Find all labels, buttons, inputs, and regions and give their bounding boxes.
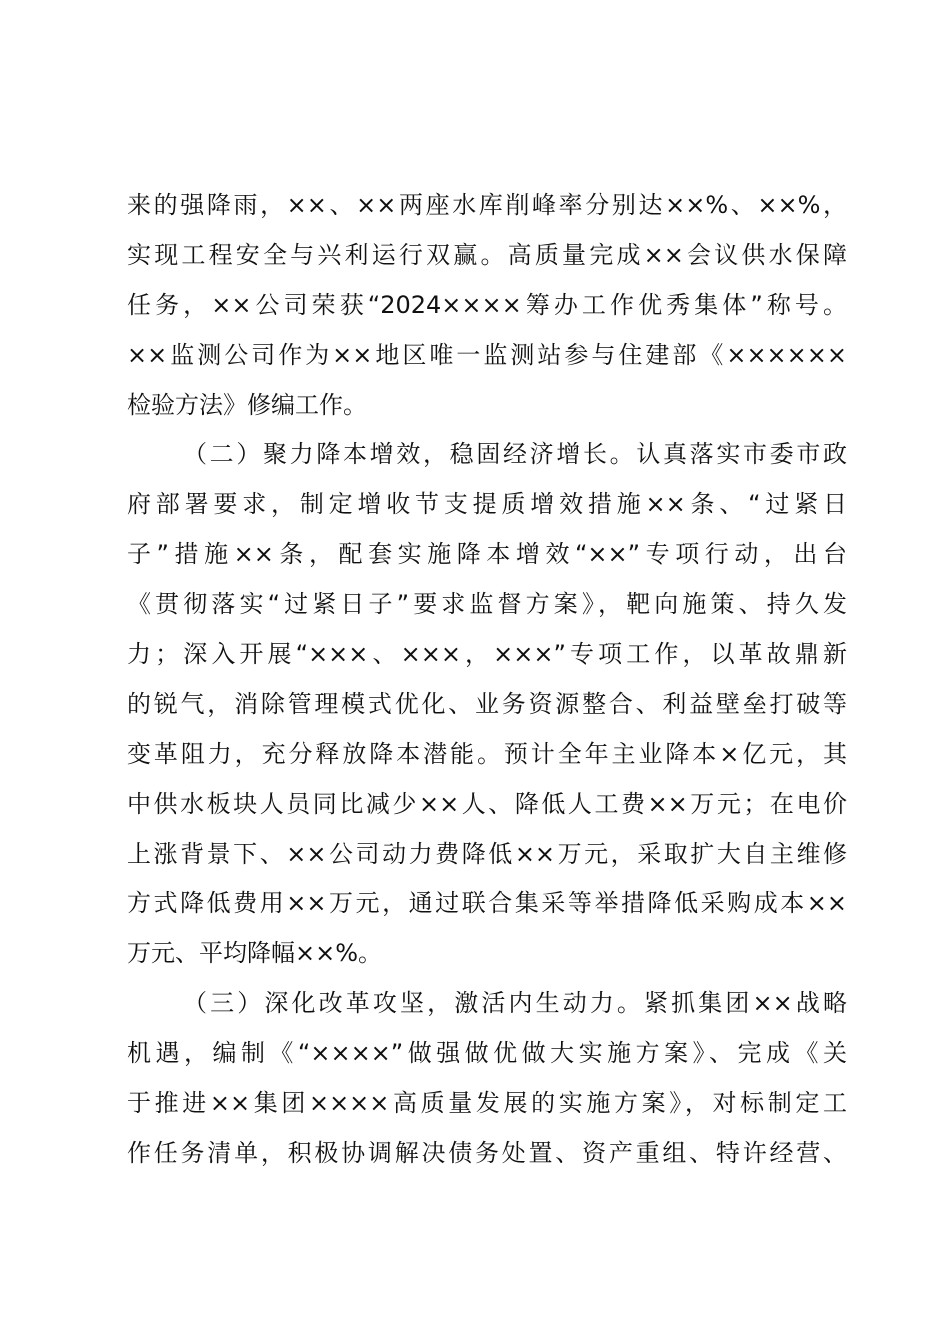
text-line: 万元、平均降幅××%。 <box>127 939 383 968</box>
text-line: ××监测公司作为××地区唯一监测站参与住建部《×××××× <box>127 340 847 369</box>
text-line: 府部署要求，制定增收节支提质增效措施××条、“过紧日 <box>127 490 847 519</box>
text-line: 任务，××公司荣获“2024××××筹办工作优秀集体”称号。 <box>127 290 847 319</box>
text-line: 实现工程安全与兴利运行双赢。高质量完成××会议供水保障 <box>127 240 847 269</box>
text-line: 上涨背景下、××公司动力费降低××万元，采取扩大自主维修 <box>127 839 847 868</box>
text-line: 来的强降雨，××、××两座水库削峰率分别达××%、××%， <box>127 191 847 219</box>
text-line: 中供水板块人员同比减少××人、降低人工费××万元；在电价 <box>127 789 847 818</box>
text-line: 机遇，编制《“××××”做强做优做大实施方案》、完成《关 <box>127 1039 847 1068</box>
paragraph-heading-2: （二）聚力降本增效，稳固经济增长。认真落实市委市政 <box>183 440 847 469</box>
text-line: 方式降低费用××万元，通过联合集采等举措降低采购成本×× <box>127 889 847 918</box>
text-line: 子”措施××条，配套实施降本增效“××”专项行动，出台 <box>127 540 847 569</box>
text-line: 于推进××集团××××高质量发展的实施方案》，对标制定工 <box>127 1089 847 1118</box>
text-line: 检验方法》修编工作。 <box>127 390 367 419</box>
document-body <box>127 181 847 1179</box>
paragraph-heading-3: （三）深化改革攻坚，激活内生动力。紧抓集团××战略 <box>183 989 847 1018</box>
text-line: 的锐气，消除管理模式优化、业务资源整合、利益壁垒打破等 <box>127 689 847 718</box>
text-line: 《贯彻落实“过紧日子”要求监督方案》，靶向施策、持久发 <box>127 590 847 619</box>
text-line: 作任务清单，积极协调解决债务处置、资产重组、特许经营、 <box>127 1138 847 1167</box>
text-line: 力；深入开展“×××、×××，×××”专项工作，以革故鼎新 <box>127 640 847 669</box>
text-line: 变革阻力，充分释放降本潜能。预计全年主业降本×亿元，其 <box>127 739 847 768</box>
